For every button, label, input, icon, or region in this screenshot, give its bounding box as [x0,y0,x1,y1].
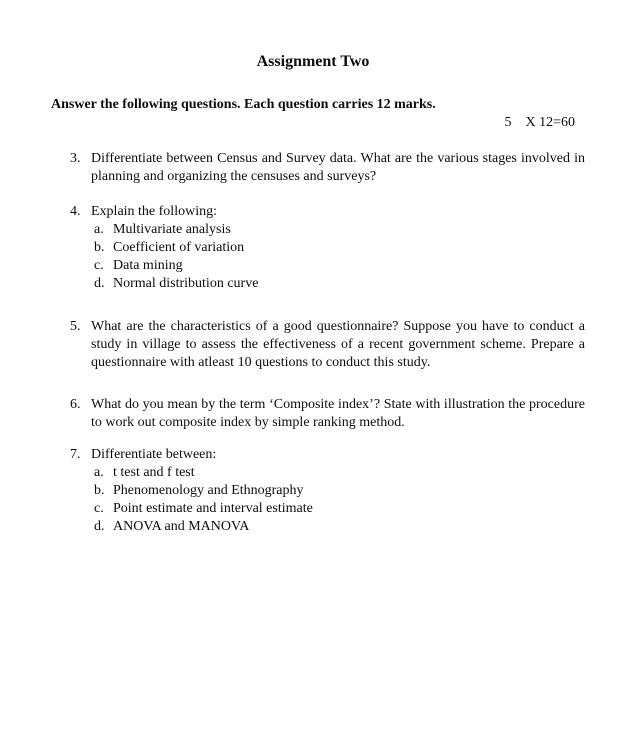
subitem-letter: c. [94,501,104,516]
subitem-letter: d. [94,519,105,534]
subitem-text: Data mining [113,258,183,273]
subitem [91,275,585,293]
subitem [91,239,585,257]
subitem [91,257,585,275]
question-body [91,446,585,536]
question-number: 6. [70,397,81,412]
subitem-text: Phenomenology and Ethnography [113,483,304,498]
subitem-text: Multivariate analysis [113,222,231,237]
subitem-text: Coefficient of variation [113,240,245,255]
question-list [51,150,585,536]
question-5 [70,318,585,372]
subitem-letter: b. [94,483,105,498]
page-title: Assignment Two [256,53,370,70]
question-number: 3. [70,151,81,166]
question-text: What are the characteristics of a good questionnaire? Suppose you have to conduct a study in village to assess the effectiveness of a recent government scheme. Prepare a questionnaire with atleast 10 questions to conduct this study. [91,319,585,370]
question-text: Differentiate between Census and Survey data. What are the various stages involved in planning and organizing the censuses and surveys? [91,151,585,184]
subitem-text: t test and f test [113,465,195,480]
question-number: 7. [70,447,81,462]
subitem-text: Point estimate and interval estimate [113,501,313,516]
question-6 [70,396,585,432]
question-4 [70,203,575,293]
subitem [91,221,585,239]
question-text: Differentiate between: [91,447,217,462]
subitem-letter: c. [94,258,104,273]
question-3 [70,150,585,186]
subitem-letter: b. [94,240,105,255]
subitem [91,482,585,500]
subitem-letter: d. [94,276,105,291]
marks-note: 5 X 12=60 [504,115,575,130]
subitem-text: Normal distribution curve [113,276,259,291]
question-7 [70,446,575,536]
question-text: Explain the following: [91,204,217,219]
subitem [91,500,585,518]
subitem-letter: a. [94,222,104,237]
question-text: What do you mean by the term ‘Composite index’? State with illustration the procedure to work out composite index by simple ranking method. [91,397,585,430]
question-number: 4. [70,204,81,219]
subitem-text: ANOVA and MANOVA [113,519,250,534]
question-body [91,203,585,293]
subitem [91,518,585,536]
instruction-text: Answer the following questions. Each question carries 12 marks. [51,97,436,112]
question-number: 5. [70,319,81,334]
subitem [91,464,585,482]
subitem-letter: a. [94,465,104,480]
